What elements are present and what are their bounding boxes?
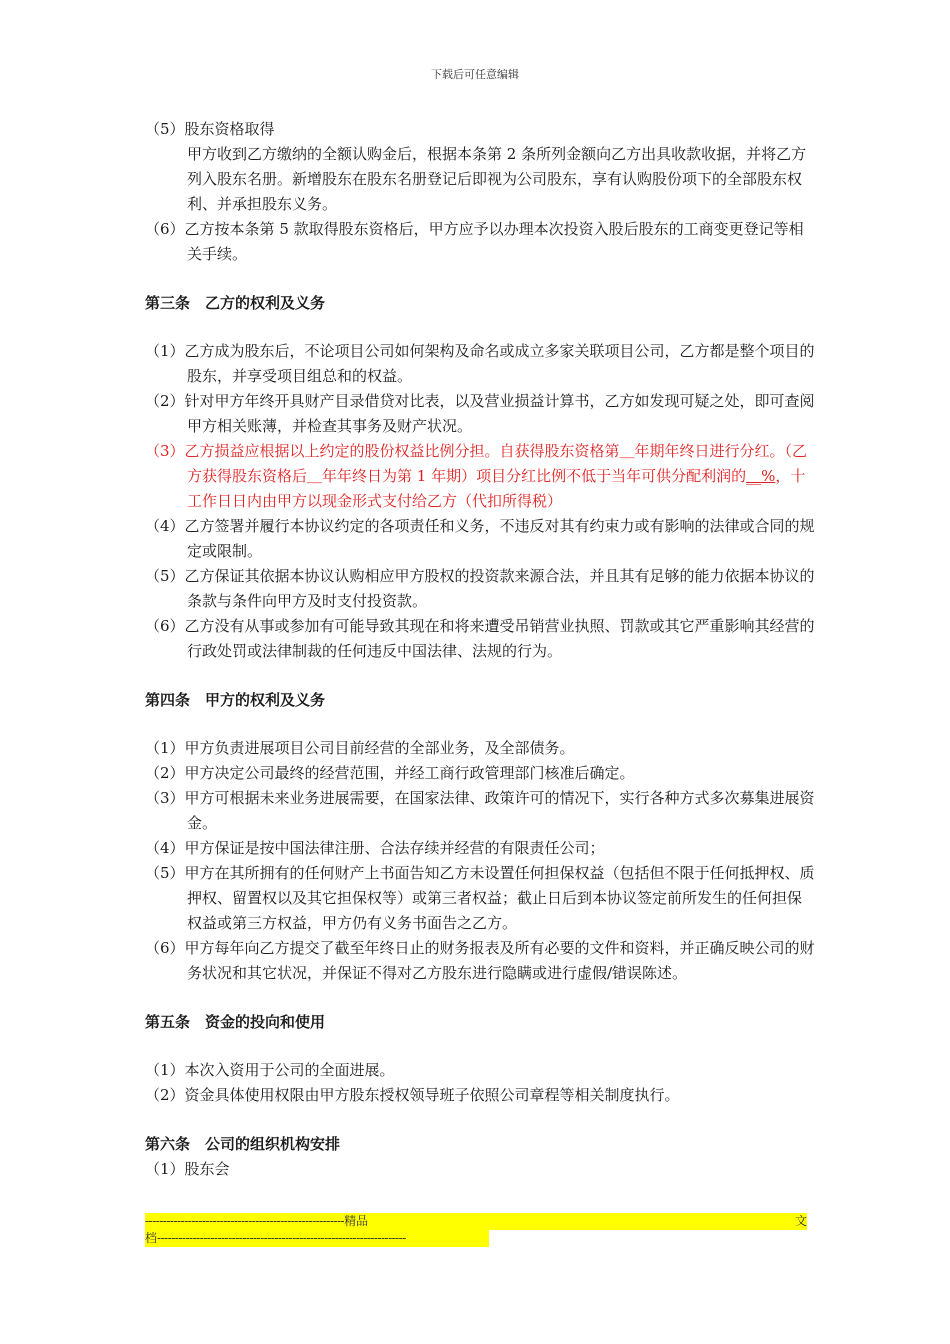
article-5-item bbox=[145, 1083, 815, 1108]
article-6-item bbox=[145, 1157, 815, 1182]
article-4-heading: 第四条 甲方的权利及义务 bbox=[145, 691, 326, 709]
item-number: （6） bbox=[145, 617, 185, 635]
page-header: 下载后可任意编辑 bbox=[431, 68, 519, 81]
footer-char: 精 bbox=[344, 1214, 357, 1228]
article-3-item bbox=[145, 564, 815, 614]
item-text: 乙方没有从事或参加有可能导致其现在和将来遭受吊销营业执照、罚款或其它严重影响其经营的行政处罚或法律制裁的任何违反中国法律、法规的行为。 bbox=[184, 617, 815, 660]
item-text: 资金具体使用权限由甲方股东授权领导班子依照公司章程等相关制度执行。 bbox=[184, 1086, 680, 1104]
footer-char: 档 bbox=[145, 1231, 158, 1245]
item-number: （4） bbox=[145, 517, 185, 535]
item-number: （3） bbox=[145, 442, 185, 460]
article-3-item bbox=[145, 614, 815, 664]
item-number: （5） bbox=[145, 567, 185, 585]
item-number: （1） bbox=[145, 1160, 185, 1178]
article-3-item-highlighted bbox=[145, 439, 815, 514]
article-3-item bbox=[145, 514, 815, 564]
article-3-item bbox=[145, 389, 815, 439]
item-text: 甲方可根据未来业务进展需要，在国家法律、政策许可的情况下，实行各种方式多次募集进展资金。 bbox=[184, 789, 815, 832]
article-4-item bbox=[145, 836, 815, 861]
item-number: （2） bbox=[145, 1086, 185, 1104]
dividend-percent-blank: __% bbox=[746, 467, 776, 485]
item-number: （3） bbox=[145, 789, 185, 807]
item-text: 甲方决定公司最终的经营范围，并经工商行政管理部门核准后确定。 bbox=[184, 764, 635, 782]
item-text: 乙方保证其依据本协议认购相应甲方股权的投资款来源合法，并且其有足够的能力依据本协议的条款与条件向甲方及时支付投资款。 bbox=[184, 567, 815, 610]
article-4-item bbox=[145, 861, 815, 936]
article-4-item bbox=[145, 761, 815, 786]
item-text: 乙方成为股东后，不论项目公司如何架构及命名或成立多家关联项目公司，乙方都是整个项目的股东，并享受项目组总和的权益。 bbox=[184, 342, 815, 385]
document-body bbox=[145, 117, 815, 1182]
article-5-heading: 第五条 资金的投向和使用 bbox=[145, 1013, 326, 1031]
watermark-footer bbox=[145, 1213, 807, 1252]
footer-dashes: ---------------------------------------------------------------------- bbox=[157, 1231, 406, 1245]
article-3-heading: 第三条 乙方的权利及义务 bbox=[145, 294, 326, 312]
article-4-item bbox=[145, 736, 815, 761]
item-text: 甲方负责进展项目公司目前经营的全部业务，及全部债务。 bbox=[184, 739, 575, 757]
footer-line-1 bbox=[145, 1213, 807, 1230]
item-text-cont: ，十工作日日内由甲方以现金形式支付给乙方（代扣所得税） bbox=[187, 467, 806, 510]
item-number: （2） bbox=[145, 392, 185, 410]
item-number: （5） bbox=[145, 864, 185, 882]
article-5-item bbox=[145, 1058, 815, 1083]
footer-char: 文 bbox=[794, 1214, 807, 1228]
clause-number: （6） bbox=[145, 220, 185, 238]
clause-6 bbox=[145, 217, 815, 267]
item-text: 甲方在其所拥有的任何财产上书面告知乙方未设置任何担保权益（包括但不限于任何抵押权、质押权、留置权以及其它担保权等）或第三者权益；截止日后到本协议签定前所发生的任何担保权益或第三方权益，甲方仍有义务书面告之乙方。 bbox=[184, 864, 815, 932]
footer-line-2 bbox=[145, 1230, 489, 1247]
article-3-item bbox=[145, 339, 815, 389]
item-text: 乙方损益应根据以上约定的股份权益比例分担。自获得股东资格第＿年期年终日进行分红。（乙方获得股东资格后＿年年终日为第 1 年期）项目分红比例不低于当年可供分配利润的 bbox=[184, 442, 808, 485]
footer-dashes: -------------------------------------------------------- bbox=[145, 1214, 345, 1228]
item-text: 甲方每年向乙方提交了截至年终日止的财务报表及所有必要的文件和资料，并正确反映公司的财务状况和其它状况，并保证不得对乙方股东进行隐瞒或进行虚假/错误陈述。 bbox=[184, 939, 815, 982]
item-text: 甲方保证是按中国法律注册、合法存续并经营的有限责任公司； bbox=[184, 839, 605, 857]
item-number: （1） bbox=[145, 342, 185, 360]
footer-char: 品 bbox=[356, 1214, 369, 1228]
item-text: 本次入资用于公司的全面进展。 bbox=[184, 1061, 395, 1079]
item-number: （4） bbox=[145, 839, 185, 857]
clause-5 bbox=[145, 117, 815, 142]
item-number: （1） bbox=[145, 739, 185, 757]
item-text: 股东会 bbox=[184, 1160, 230, 1178]
article-4-item bbox=[145, 936, 815, 986]
clause-5-body: 甲方收到乙方缴纳的全额认购金后，根据本条第 2 条所列金额向乙方出具收款收据，并将乙方列入股东名册。新增股东在股东名册登记后即视为公司股东，享有认购股份项下的全部股东权利、并承担股东义务。 bbox=[187, 145, 807, 213]
article-4-item bbox=[145, 786, 815, 836]
item-text: 乙方签署并履行本协议约定的各项责任和义务，不违反对其有约束力或有影响的法律或合同的规定或限制。 bbox=[184, 517, 815, 560]
item-text: 针对甲方年终开具财产目录借贷对比表，以及营业损益计算书，乙方如发现可疑之处，即可查阅甲方相关账薄，并检查其事务及财产状况。 bbox=[184, 392, 815, 435]
item-number: （2） bbox=[145, 764, 185, 782]
clause-text: 乙方按本条第 5 款取得股东资格后，甲方应予以办理本次投资入股后股东的工商变更登记等相关手续。 bbox=[184, 220, 804, 263]
article-6-heading: 第六条 公司的组织机构安排 bbox=[145, 1135, 341, 1153]
item-number: （6） bbox=[145, 939, 185, 957]
clause-text: 股东资格取得 bbox=[184, 120, 275, 138]
clause-number: （5） bbox=[145, 120, 185, 138]
item-number: （1） bbox=[145, 1061, 185, 1079]
